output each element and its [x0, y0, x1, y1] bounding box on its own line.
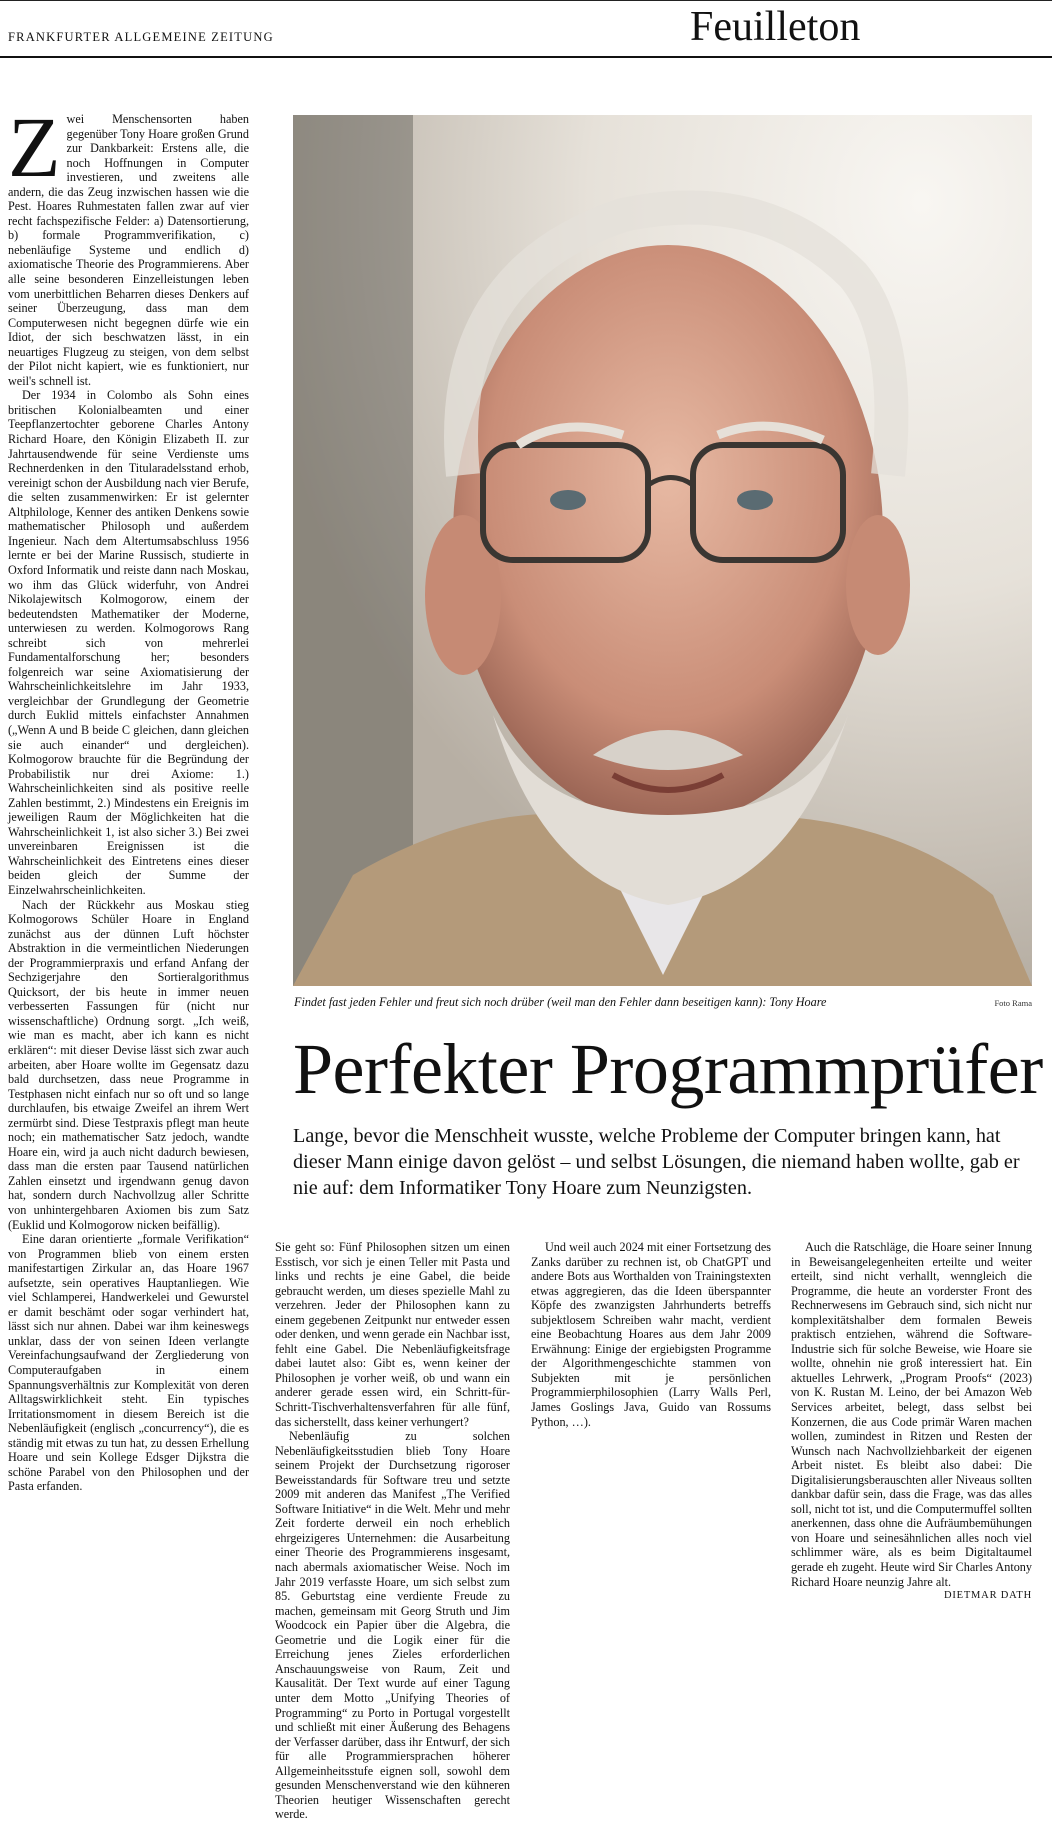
- article-column-4: [791, 1240, 1032, 1674]
- section-title: Feuilleton: [690, 4, 861, 50]
- photo-caption: Findet fast jeden Fehler und freut sich noch drüber (weil man den Fehler dann beseitigen kann): Tony Hoare: [294, 995, 827, 1009]
- article-paragraph: Nebenläufig zu solchen Nebenläufigkeitsstudien blieb Tony Hoare seinem Projekt der Durchsetzung rigoroser Beweisstandards für Software treu und setzte 2009 mit anderen das Manifest „The Verified Software Initiative“ in die Welt. Mehr und mehr Zeit forderte derweil ein noch erheblich ehrgeizigeres Unternehmen: die Ausarbeitung einer Theorie des Programmierens insgesamt, nach abermals axiomatischer Weise. Noch im Jahr 2019 verfasste Hoare, um sich selbst zum 85. Geburtstag eine verdiente Freude zu machen, gemeinsam mit Georg Struth und Jim Woodcock ein Papier über die Algebra, die Geometrie und die Logik einer für die Erreichung jenes Zieles erforderlichen Anschauungsweise von Raum, Zeit und Kausalität. Der Text wurde auf einer Tagung unter dem Motto „Unifying Theories of Programming“ zu Porto in Portugal vorgestellt und schließt mit einer Äußerung des Behagens der Verfasser darüber, dass ihr Entwurf, der sich für alle Programmiersprachen höherer Allgemeinheitsstufe eignen soll, sowohl dem gesunden Menschenverstand wie den kühneren Theorien heutiger Wissenschaften gerecht werde.: [275, 1429, 510, 1822]
- article-paragraph: Und weil auch 2024 mit einer Fortsetzung des Zanks darüber zu rechnen ist, ob ChatGPT und andere Bots aus Worthalden von Trainingstexten etwas aggregieren, das die Ideen überspannter Köpfe des zwanzigsten Jahrhunderts betreffs subjektlosem Schreiben wahr macht, verdient eine Beobachtung Hoares aus dem Jahr 2009 Erwähnung: Einige der ergiebigsten Programme der Algorithmengeschichte stammen von Subjekten mit je persönlichen Programmierphilosophien (Larry Walls Perl, James Goslings Java, Guido van Rossums Python, …).: [531, 1240, 771, 1429]
- header-rule: [0, 56, 1052, 58]
- drop-cap: Z: [8, 99, 61, 195]
- article-paragraph: Der 1934 in Colombo als Sohn eines britischen Kolonialbeamten und einer Teepflanzertochter geborene Charles Antony Richard Hoare, den Königin Elizabeth II. zur Jahrtausendwende für seine Verdienste ums Rechnerdenken in den Titularadelsstand erhob, vereinigt schon der Ausbildung nach vier Berufe, die selten zusammenwirken: Er ist gelernter Altphilologe, Kenner des antiken Denkens sowie mathematischer Philosoph und außerdem Ingenieur. Nach dem Altertumsabschluss 1956 lernte er bei der Marine Russisch, studierte in Oxford Informatik und reiste dann nach Moskau, wo ihm das Glück widerfuhr, von Andrei Nikolajewitsch Kolmogorow, einem der bedeutendsten Mathematiker der Moderne, unterwiesen zu werden. Kolmogorows Rang schreibt sich von mehrerlei Fundamentalforschung her; besonders folgenreich war seine Axiomatisierung der Wahrscheinlichkeitslehre im Jahr 1933, vergleichbar der Grundlegung der Geometrie durch Euklid mittels einfachster Annahmen („Wenn A und B beide C gleichen, dann gleichen sie auch einander“ und dergleichen). Kolmogorow brauchte für die Begründung der Probabilistik nur drei Axiome: 1.) Wahrscheinlichkeiten sind als positive reelle Zahlen bestimmt, 2.) Mindestens ein Ereignis im jeweiligen Raum der Möglichkeiten hat die Wahrscheinlichkeit 1, ist also sicher 3.) Bei zwei unvereinbaren Ereignissen ist die Wahrscheinlichkeit des Eintretens eines dieser beiden gleich der Summe der Einzelwahrscheinlichkeiten.: [8, 388, 249, 897]
- article-paragraph: Sie geht so: Fünf Philosophen sitzen um einen Esstisch, vor sich je einen Teller mit Pasta und links und rechts je eine Gabel, die beide gebraucht werden, um dieses spezielle Mahl zu verzehren. Jeder der Philosophen kann zu einem gegebenen Zeitpunkt nur entweder essen oder denken, und wenn gerade ein Nachbar isst, fehlt eine Gabel. Die Nebenläufigkeitsfrage dabei lautet also: Gibt es, wenn keiner der Philosophen je vorher weiß, ob und wann ein anderer gerade essen wird, ein Schritt-für-Schritt-Tischverhaltensverfahren für alle fünf, das sicherstellt, dass keiner verhungert?: [275, 1240, 510, 1429]
- article-headline: Perfekter Programmprüfer: [293, 1029, 1043, 1109]
- top-rule: [0, 0, 1052, 1]
- author-byline: DIETMAR DATH: [943, 1590, 1032, 1602]
- article-paragraph: Auch die Ratschläge, die Hoare seiner Innung in Beweisangelegenheiten erteilte und weiter erteilt, sind nicht verhallt, wenngleich die Programme, die heute an vorderster Front des Rechnerwesens im Gebrauch sind, sich nicht nur komplexitätshalber dem formalen Beweis praktisch entziehen, während die Software-Industrie sich für solche Beweise, wie Hoare sie wollte, ohnehin nie groß interessiert hat. Ein aktuelles Lehrwerk, „Program Proofs“ (2023) von K. Rustan M. Leino, der bei Amazon Web Services arbeitet, belegt, dass selbst bei Konzernen, die aus Code primär Waren machen wollen, zumindest in Ritzen und Resten der Wunsch nach Nachvollziehbarkeit der eigenen Arbeit nistet. Es bleibt also dabei: Die Digitalisierungsberauschten aller Niveaus sollten dankbar dafür sein, dass die Frage, was das alles soll, nicht tot ist, und die Computermuffel sollten anerkennen, dass ohne die Aufräumbemühungen von Hoare und seinesähnlichen alles noch viel schlimmer wäre, als es beim Digitaltaumel gerade eh zugeht. Heute wird Sir Charles Antony Richard Hoare neunzig Jahre alt. DIETMAR DATH: [791, 1240, 1032, 1589]
- portrait-photo: [293, 115, 1032, 986]
- article-paragraph: Eine daran orientierte „formale Verifikation“ von Programmen blieb von einem ersten manifestartigen Zirkular an, das Hoare 1967 aufsetzte, sein operatives Hauptanliegen. Wie viel Schlamperei, Handwerkelei und Gewurstel er damit beschämt oder sogar verhindert hat, lässt sich nur ahnen. Dabei war ihm keineswegs unklar, dass der von seinen Ideen verlangte Vereinfachungsaufwand der Zergliederung von Computeraufgaben in einem Spannungsverhältnis zur Komplexität von deren Alltagswirklichkeit steht. Ein typisches Irritationsmoment in diesem Bereich ist die Nebenläufigkeit (englisch „concurrency“), die es ständig mit etwas zu tun hat, zu dessen Erhellung Hoare und sein Kollege Edsger Dijkstra die schöne Parabel von den Philosophen und der Pasta erfanden.: [8, 1232, 249, 1494]
- article-column-2: [275, 1240, 510, 1822]
- article-paragraph: Nach der Rückkehr aus Moskau stieg Kolmogorows Schüler Hoare in England zunächst aus der dünnen Luft höchster Abstraktion in die vermeintlichen Niederungen der Programmierpraxis und erfand Anfang der Sechzigerjahre den Sortieralgorithmus Quicksort, der bis heute in immer neuen verbesserten Fassungen für (nicht nur wissenschaftliche) Ordnung sorgt. „Ich weiß, wie man es macht, aber ich kann es nicht erklären“: mit dieser Devise lässt sich zwar auch arbeiten, aber Hoare wollte im Gegensatz dazu bald durchsetzen, dass neue Programme in Testphasen nicht einfach nur so oft und so lange durchlaufen, bis etwaige Zweifel an ihrem Wert zermürbt sind. Diese Testpraxis pflegt man heute noch; ein mathematischer Satz jedoch, wandte Hoare ein, wird ja auch nicht dadurch bewiesen, dass man die ersten paar Tausend natürlichen Zahlen einsetzt und irgendwann genug davon hat, sondern durch Nachvollzug aller Schritte von unhintergehbaren Axiomen bis zum Satz (Euklid und Kolmogorow nicken beifällig).: [8, 897, 249, 1232]
- article-column-3: [531, 1240, 771, 1674]
- portrait-illustration: [293, 115, 1032, 986]
- article-column-left: [8, 99, 249, 1672]
- article-paragraph: Zwei Menschensorten haben gegenüber Tony Hoare großen Grund zur Dankbarkeit: Erstens alle, die noch Hoffnungen in Computer investieren, und zweitens alle andern, die das Zeug inzwischen hassen wie die Pest. Hoares Ruhmestaten fallen zwar auf vier recht fachspezifische Felder: a) Datensortierung, b) formale Programmverifikation, c) nebenläufige Systeme und endlich d) axiomatische Theorie des Programmierens. Aber alle seine besonderen Einzelleistungen leben vom unerbittlichen Beharren dieses Denkers auf seiner Überzeugung, dass man dem Computerwesen nicht begegnen dürfe wie ein Idiot, der sich beschwatzen lässt, in ein neuartiges Flugzeug zu steigen, von dem selbst der Pilot nicht kapiert, wie es funktioniert, nur weil's schnell ist.: [8, 99, 249, 388]
- newspaper-masthead: FRANKFURTER ALLGEMEINE ZEITUNG: [8, 30, 274, 44]
- article-deck: Lange, bevor die Menschheit wusste, welche Probleme der Computer bringen kann, hat dieser Mann einige davon gelöst – und selbst Lösungen, die niemand haben wollte, gab er nie auf: dem Informatiker Tony Hoare zum Neunzigsten.: [293, 1125, 1020, 1199]
- photo-credit: Foto Rama: [994, 998, 1032, 1008]
